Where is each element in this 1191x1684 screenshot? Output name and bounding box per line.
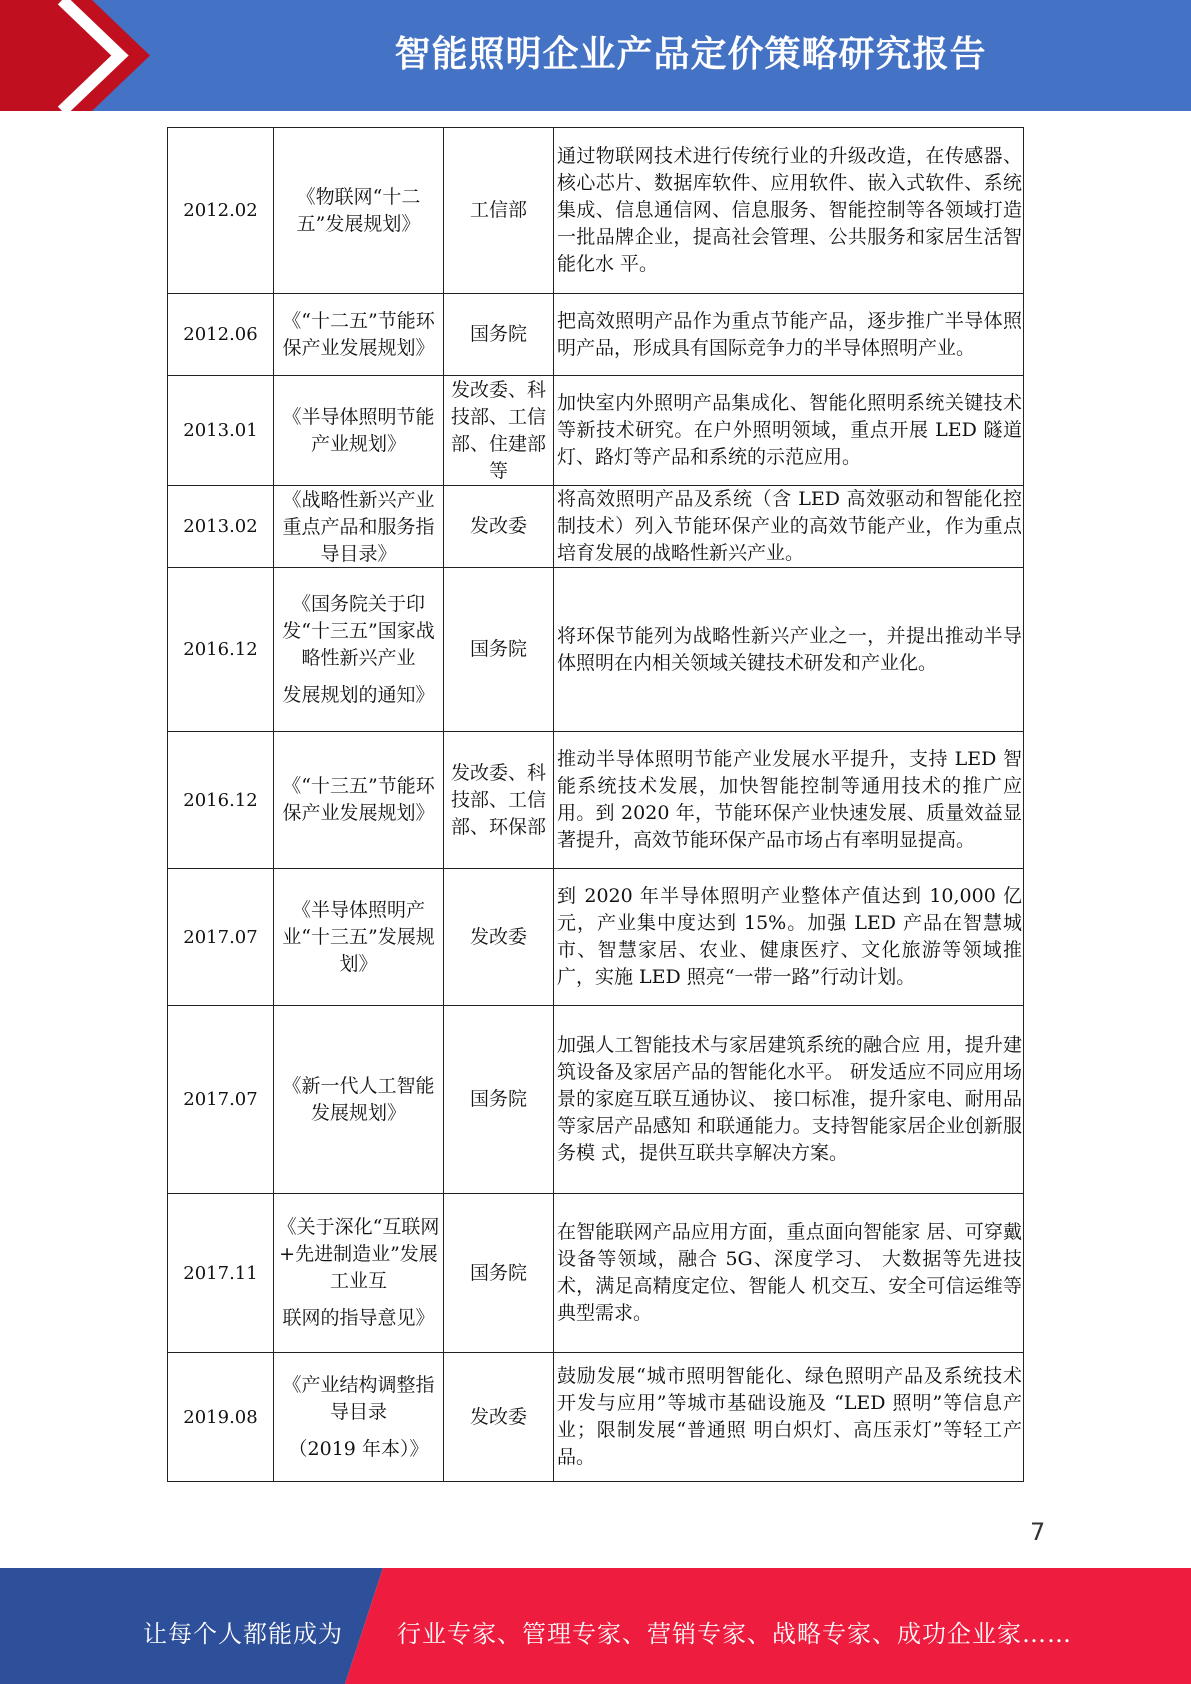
policy-description: 将环保节能列为战略性新兴产业之一，并提出推动半导体照明在内相关领域关键技术研发和产业化。: [554, 568, 1024, 732]
table-row: [168, 1353, 1024, 1482]
policy-department: 发改委、科技部、工信部、住建部等: [444, 376, 554, 486]
policy-date: 2016.12: [168, 568, 274, 732]
report-header: [0, 0, 1191, 111]
policy-description: 通过物联网技术进行传统行业的升级改造，在传感器、核心芯片、数据库软件、应用软件、嵌入式软件、系统集成、信息通信网、信息服务、智能控制等各领域打造一批品牌企业，提高社会管理、公共服务和家居生活智能化水 平。: [554, 128, 1024, 294]
policy-description: 把高效照明产品作为重点节能产品，逐步推广半导体照明产品，形成具有国际竞争力的半导体照明产业。: [554, 294, 1024, 376]
policy-name: 《半导体照明节能产业规划》: [274, 376, 444, 486]
report-title: 智能照明企业产品定价策略研究报告: [394, 34, 987, 75]
policy-name: 《“十三五”节能环保产业发展规划》: [274, 732, 444, 869]
policy-description: 将高效照明产品及系统（含 LED 高效驱动和智能化控制技术）列入节能环保产业的高效节能产业，作为重点培育发展的战略性新兴产业。: [554, 486, 1024, 568]
policy-name-text: 《战略性新兴产业重点产品和服务指导目录》: [282, 488, 435, 565]
policy-name-line: （2019 年本）》: [288, 1437, 429, 1460]
policy-description: 推动半导体照明节能产业发展水平提升，支持 LED 智能系统技术发展，加快智能控制等通用技术的推广应用。到 2020 年，节能环保产业快速发展、质量效益显著提升，高效节能环保产品市场占有率明显提高。: [554, 732, 1024, 869]
table-row: [168, 486, 1024, 568]
policy-date: 2013.01: [168, 376, 274, 486]
table-row: [168, 128, 1024, 294]
policy-name: 《“十二五”节能环保产业发展规划》: [274, 294, 444, 376]
policy-name: [274, 1194, 444, 1353]
policy-department: 发改委: [444, 869, 554, 1006]
footer-slogan-left: 让每个人都能成为: [143, 1620, 343, 1648]
policy-table: [167, 127, 1024, 1482]
table-row: [168, 376, 1024, 486]
table-row: [168, 1194, 1024, 1353]
policy-name: [274, 486, 444, 568]
policy-name: 《新一代人工智能发展规划》: [274, 1006, 444, 1194]
policy-name: [274, 1353, 444, 1482]
policy-date: 2016.12: [168, 732, 274, 869]
policy-date: 2019.08: [168, 1353, 274, 1482]
table-row: [168, 1006, 1024, 1194]
page-number: 7: [1030, 1518, 1046, 1546]
policy-description: 到 2020 年半导体照明产业整体产值达到 10,000 亿元，产业集中度达到 15%。加强 LED 产品在智慧城市、智慧家居、农业、健康医疗、文化旅游等领域推广，实施 LED 照亮“一带一路”行动计划。: [554, 869, 1024, 1006]
policy-name: 《物联网“十二五”发展规划》: [274, 128, 444, 294]
policy-department: 发改委: [444, 486, 554, 568]
policy-date: 2017.11: [168, 1194, 274, 1353]
table-row: [168, 568, 1024, 732]
table-row: [168, 294, 1024, 376]
policy-department: 发改委、科技部、工信部、环保部: [444, 732, 554, 869]
policy-date: 2013.02: [168, 486, 274, 568]
policy-description: 鼓励发展“城市照明智能化、绿色照明产品及系统技术开发与应用”等城市基础设施及 “LED 照明”等信息产业；限制发展“普通照 明白炽灯、高压汞灯”等轻工产品。: [554, 1353, 1024, 1482]
policy-name-line: 联网的指导意见》: [282, 1307, 435, 1329]
policy-date: 2012.06: [168, 294, 274, 376]
policy-date: 2012.02: [168, 128, 274, 294]
policy-description: 加快室内外照明产品集成化、智能化照明系统关键技术等新技术研究。在户外照明领域，重点开展 LED 隧道灯、路灯等产品和系统的示范应用。: [554, 376, 1024, 486]
policy-name-line: 《关于深化“互联网+先进制造业”发展工业互: [277, 1216, 440, 1292]
policy-description: 加强人工智能技术与家居建筑系统的融合应 用，提升建筑设备及家居产品的智能化水平。 研发适应不同应用场景的家庭互联互通协议、 接口标准，提升家电、耐用品等家居产品感知 和联通能力。支持智能家居企业创新服务模 式，提供互联共享解决方案。: [554, 1006, 1024, 1194]
footer-slogan-right: 行业专家、管理专家、营销专家、战略专家、成功企业家……: [397, 1620, 1072, 1648]
policy-name-line: 《产业结构调整指导目录: [282, 1373, 435, 1423]
footer-banner: [0, 1568, 1191, 1684]
policy-date: 2017.07: [168, 869, 274, 1006]
policy-name-line: 《国务院关于印发“十三五”国家战略性新兴产业: [282, 592, 435, 669]
policy-name: 《半导体照明产业“十三五”发展规划》: [274, 869, 444, 1006]
table-row: [168, 869, 1024, 1006]
policy-department: 发改委: [444, 1353, 554, 1482]
policy-name: [274, 568, 444, 732]
red-chevron-icon: [0, 0, 150, 111]
policy-department: 国务院: [444, 1006, 554, 1194]
table-row: [168, 732, 1024, 869]
policy-department: 工信部: [444, 128, 554, 294]
policy-department: 国务院: [444, 1194, 554, 1353]
policy-description: 在智能联网产品应用方面，重点面向智能家 居、可穿戴设备等领域，融合 5G、深度学习、 大数据等先进技术，满足高精度定位、智能人 机交互、安全可信运维等典型需求。: [554, 1194, 1024, 1353]
policy-name-line: 发展规划的通知》: [282, 683, 435, 706]
policy-date: 2017.07: [168, 1006, 274, 1194]
policy-department: 国务院: [444, 568, 554, 732]
policy-department: 国务院: [444, 294, 554, 376]
